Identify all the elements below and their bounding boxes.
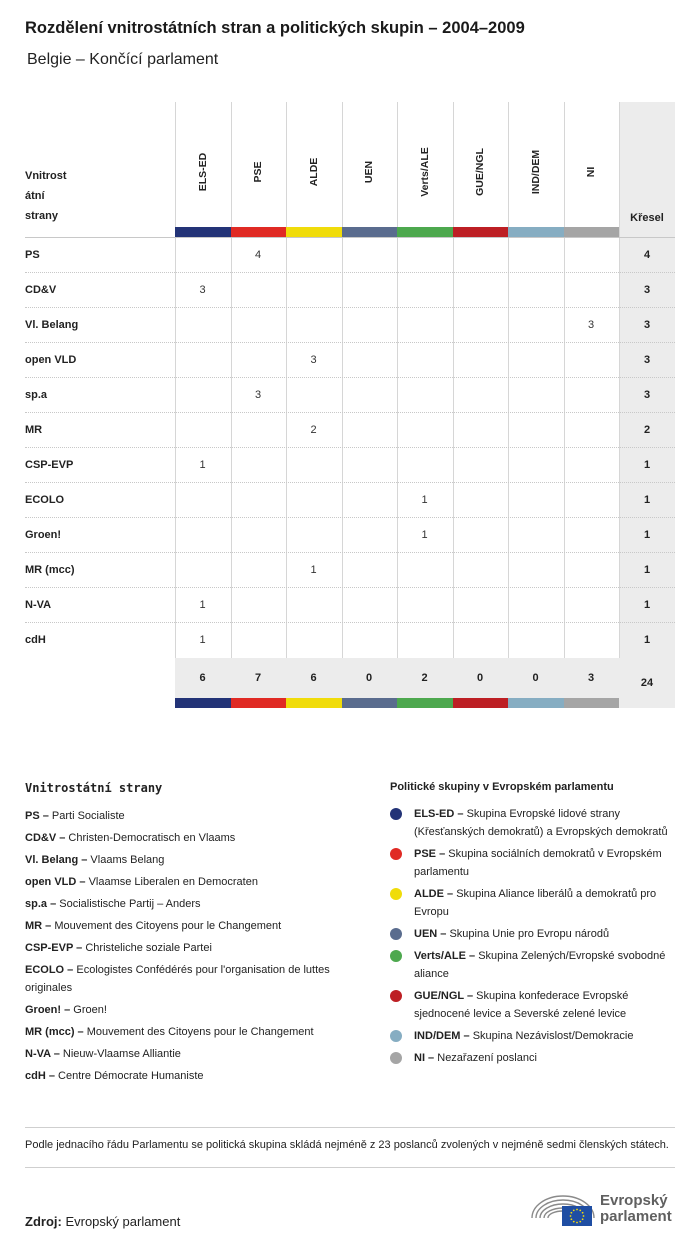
party-name: Groen! xyxy=(25,529,62,541)
group-full-name: Skupina Aliance liberálů a demokratů pro Evropu xyxy=(414,888,657,918)
group-abbr: UEN – xyxy=(414,928,447,940)
party-full-name: Nieuw-Vlaamse Alliantie xyxy=(62,1048,181,1060)
eu-star-icon xyxy=(573,1209,575,1211)
party-total: 3 xyxy=(643,354,651,366)
group-color-dot-icon xyxy=(390,1030,402,1042)
party-legend-item xyxy=(25,917,365,935)
party-name: N-VA xyxy=(25,599,52,611)
party-abbr: MR (mcc) – xyxy=(25,1026,84,1038)
group-color-bar-bottom xyxy=(453,698,509,708)
group-color-bar xyxy=(397,227,453,237)
source-line xyxy=(25,1214,180,1229)
eu-star-icon xyxy=(579,1209,581,1211)
eu-star-icon xyxy=(573,1221,575,1223)
table-row xyxy=(25,482,675,517)
group-column-header xyxy=(564,122,619,222)
group-total: 2 xyxy=(421,672,428,684)
group-abbr: GUE/NGL – xyxy=(414,990,474,1002)
party-full-name: Centre Démocrate Humaniste xyxy=(58,1070,204,1082)
group-legend-item xyxy=(390,987,680,1023)
logo-line-2: parlament xyxy=(600,1208,672,1225)
table-row xyxy=(25,237,675,272)
group-full-name: Nezařazení poslanci xyxy=(437,1052,537,1064)
party-legend-item xyxy=(25,829,365,847)
party-name: CD&V xyxy=(25,284,57,296)
party-full-name: Christeliche soziale Partei xyxy=(85,942,212,954)
party-abbr: CD&V – xyxy=(25,832,66,844)
seat-count-cell: 3 xyxy=(587,319,595,331)
seat-count-cell: 1 xyxy=(421,529,428,541)
logo-text xyxy=(600,1193,672,1225)
source-value: Evropský parlament xyxy=(65,1214,181,1229)
group-abbr: PSE – xyxy=(414,848,446,860)
group-color-bar-bottom xyxy=(286,698,342,708)
group-abbr: IND/DEM – xyxy=(414,1030,470,1042)
group-name: ELS-ED xyxy=(196,152,209,192)
party-abbr: N-VA – xyxy=(25,1048,60,1060)
party-total: 1 xyxy=(643,529,651,541)
party-total: 1 xyxy=(643,494,651,506)
national-parties-legend xyxy=(25,781,365,1089)
group-legend-item xyxy=(390,885,680,921)
group-color-dot-icon xyxy=(390,928,402,940)
group-column-header xyxy=(175,122,230,222)
seat-count-cell: 1 xyxy=(310,564,317,576)
party-full-name: Socialistische Partij – Anders xyxy=(59,898,201,910)
group-color-dot-icon xyxy=(390,950,402,962)
group-color-bar xyxy=(286,227,342,237)
party-full-name: Ecologistes Confédérés pour l'organisation de luttes originales xyxy=(25,964,330,994)
party-total: 3 xyxy=(643,389,651,401)
party-legend-item xyxy=(25,873,365,891)
party-full-name: Mouvement des Citoyens pour le Changement xyxy=(86,1026,314,1038)
group-color-bar xyxy=(342,227,398,237)
source-label: Zdroj: xyxy=(25,1214,62,1229)
group-total: 0 xyxy=(532,672,539,684)
table-row xyxy=(25,622,675,657)
group-legend-item xyxy=(390,845,680,881)
logo-line-1: Evropský xyxy=(600,1192,668,1209)
eu-star-icon xyxy=(570,1215,572,1217)
eu-star-icon xyxy=(576,1209,578,1211)
group-name: UEN xyxy=(363,160,375,184)
table-row xyxy=(25,342,675,377)
seat-count-cell: 1 xyxy=(199,634,206,646)
party-header-line: strany xyxy=(25,210,59,222)
group-total: 0 xyxy=(365,672,373,684)
group-legend-item xyxy=(390,947,680,983)
party-legend-item xyxy=(25,807,365,825)
party-legend-item xyxy=(25,1023,365,1041)
party-name: Vl. Belang xyxy=(25,319,79,331)
party-legend-item xyxy=(25,939,365,957)
group-abbr: Verts/ALE – xyxy=(414,950,476,962)
european-parliament-logo xyxy=(528,1188,678,1230)
group-color-dot-icon xyxy=(390,848,402,860)
party-full-name: Groen! xyxy=(73,1004,107,1016)
political-groups-heading: Politické skupiny v Evropském parlamentu xyxy=(390,781,614,793)
party-name: ECOLO xyxy=(25,494,65,506)
group-column-header xyxy=(231,122,286,222)
group-legend-item xyxy=(390,925,680,943)
group-color-dot-icon xyxy=(390,990,402,1002)
group-legend-item xyxy=(390,1027,680,1045)
party-legend-item xyxy=(25,895,365,913)
party-legend-item xyxy=(25,1001,365,1019)
eu-star-icon xyxy=(582,1212,584,1214)
grand-total: 24 xyxy=(640,677,654,689)
seat-count-cell: 1 xyxy=(199,599,206,611)
group-total: 3 xyxy=(587,672,595,684)
party-total: 1 xyxy=(643,599,651,611)
group-color-dot-icon xyxy=(390,888,402,900)
party-legend-item xyxy=(25,1067,365,1085)
party-total: 3 xyxy=(643,319,651,331)
seat-count-cell: 3 xyxy=(199,284,206,296)
party-total: 4 xyxy=(643,249,651,261)
group-total: 0 xyxy=(476,672,484,684)
party-column-header xyxy=(25,166,105,226)
group-color-bar-bottom xyxy=(231,698,287,708)
party-name: sp.a xyxy=(25,389,48,401)
group-color-bar-bottom xyxy=(397,698,453,708)
table-row xyxy=(25,377,675,412)
seat-count-cell: 4 xyxy=(254,249,262,261)
group-total: 6 xyxy=(310,672,317,684)
party-legend-item xyxy=(25,851,365,869)
group-color-bar xyxy=(175,227,231,237)
eu-star-icon xyxy=(570,1212,572,1214)
eu-star-icon xyxy=(582,1218,584,1220)
table-row xyxy=(25,587,675,622)
page-subtitle: Belgie – Končící parlament xyxy=(27,51,219,68)
party-legend-item xyxy=(25,1045,365,1063)
seat-count-cell: 2 xyxy=(310,424,317,436)
party-abbr: open VLD – xyxy=(25,876,86,888)
table-row xyxy=(25,517,675,552)
table-row xyxy=(25,272,675,307)
group-name: PSE xyxy=(252,161,264,183)
group-column-header xyxy=(397,122,452,222)
group-abbr: NI – xyxy=(414,1052,435,1064)
party-total: 1 xyxy=(643,634,651,646)
party-abbr: cdH – xyxy=(25,1070,55,1082)
group-column-header xyxy=(342,122,397,222)
group-color-bar xyxy=(508,227,564,237)
seats-column-header: Křesel xyxy=(630,212,664,224)
group-abbr: ALDE – xyxy=(414,888,454,900)
seat-distribution-table xyxy=(25,102,675,708)
party-name: CSP-EVP xyxy=(25,459,74,471)
group-column-header xyxy=(508,122,563,222)
group-name: IND/DEM xyxy=(529,149,542,195)
party-abbr: Groen! – xyxy=(25,1004,71,1016)
group-full-name: Skupina Nezávislost/Demokracie xyxy=(472,1030,634,1042)
group-color-bar xyxy=(564,227,620,237)
party-name: PS xyxy=(25,249,40,261)
party-total: 2 xyxy=(643,424,651,436)
group-full-name: Skupina Zelených/Evropské svobodné aliance xyxy=(414,950,666,980)
group-color-bar-bottom xyxy=(508,698,564,708)
party-header-line: Vnitrost xyxy=(25,170,67,182)
group-name: NI xyxy=(585,166,597,178)
seat-count-cell: 3 xyxy=(310,354,317,366)
group-color-dot-icon xyxy=(390,1052,402,1064)
seat-count-cell: 3 xyxy=(254,389,262,401)
eu-star-icon xyxy=(570,1218,572,1220)
party-name: cdH xyxy=(25,634,46,646)
group-color-bar xyxy=(453,227,509,237)
party-total: 1 xyxy=(643,564,651,576)
hemicycle-icon xyxy=(528,1188,598,1230)
party-total: 1 xyxy=(643,459,651,471)
party-full-name: Mouvement des Citoyens pour le Changement xyxy=(54,920,282,932)
footnote: Podle jednacího řádu Parlamentu se politická skupina skládá nejméně z 23 poslanců zvolených v nejméně sedmi členských státech. xyxy=(25,1127,675,1168)
table-row xyxy=(25,412,675,447)
group-legend-item xyxy=(390,1049,680,1067)
party-full-name: Vlaams Belang xyxy=(90,854,165,866)
seat-count-cell: 1 xyxy=(199,459,206,471)
group-total: 6 xyxy=(199,672,206,684)
table-row xyxy=(25,307,675,342)
group-column-header xyxy=(286,122,341,222)
group-full-name: Skupina Unie pro Evropu národů xyxy=(449,928,610,940)
group-full-name: Skupina konfederace Evropské sjednocené levice a Severské zelené levice xyxy=(414,990,629,1020)
party-name: open VLD xyxy=(25,354,77,366)
party-abbr: ECOLO – xyxy=(25,964,74,976)
group-name: GUE/NGL xyxy=(474,148,486,196)
eu-star-icon xyxy=(576,1222,578,1224)
party-name: MR xyxy=(25,424,43,436)
party-abbr: Vl. Belang – xyxy=(25,854,88,866)
group-name: Verts/ALE xyxy=(418,147,431,197)
group-abbr: ELS-ED – xyxy=(414,808,464,820)
group-color-dot-icon xyxy=(390,808,402,820)
group-color-bar-bottom xyxy=(175,698,231,708)
party-abbr: PS – xyxy=(25,810,49,822)
party-total: 3 xyxy=(643,284,651,296)
group-color-bar-bottom xyxy=(564,698,620,708)
table-row xyxy=(25,552,675,587)
party-abbr: sp.a – xyxy=(25,898,57,910)
party-full-name: Vlaamse Liberalen en Democraten xyxy=(88,876,258,888)
party-full-name: Parti Socialiste xyxy=(51,810,125,822)
page-title: Rozdělení vnitrostátních stran a politických skupin – 2004–2009 xyxy=(25,19,525,37)
group-column-header xyxy=(453,122,508,222)
group-color-bar xyxy=(231,227,287,237)
eu-star-icon xyxy=(583,1215,585,1217)
party-abbr: CSP-EVP – xyxy=(25,942,83,954)
seat-count-cell: 1 xyxy=(421,494,428,506)
political-groups-legend xyxy=(390,781,680,1071)
group-color-bar-bottom xyxy=(342,698,398,708)
group-name: ALDE xyxy=(307,157,320,187)
party-legend-item xyxy=(25,961,365,997)
group-full-name: Skupina sociálních demokratů v Evropském parlamentu xyxy=(414,848,662,878)
table-row xyxy=(25,447,675,482)
group-full-name: Skupina Evropské lidové strany (Křesťanských demokratů) a Evropských demokratů xyxy=(414,808,668,838)
party-header-line: átní xyxy=(25,190,45,202)
group-total: 7 xyxy=(254,672,262,684)
party-abbr: MR – xyxy=(25,920,52,932)
national-parties-heading: Vnitrostátní strany xyxy=(25,781,163,795)
group-legend-item xyxy=(390,805,680,841)
party-full-name: Christen-Democratisch en Vlaams xyxy=(68,832,236,844)
eu-star-icon xyxy=(579,1221,581,1223)
party-name: MR (mcc) xyxy=(25,564,75,576)
